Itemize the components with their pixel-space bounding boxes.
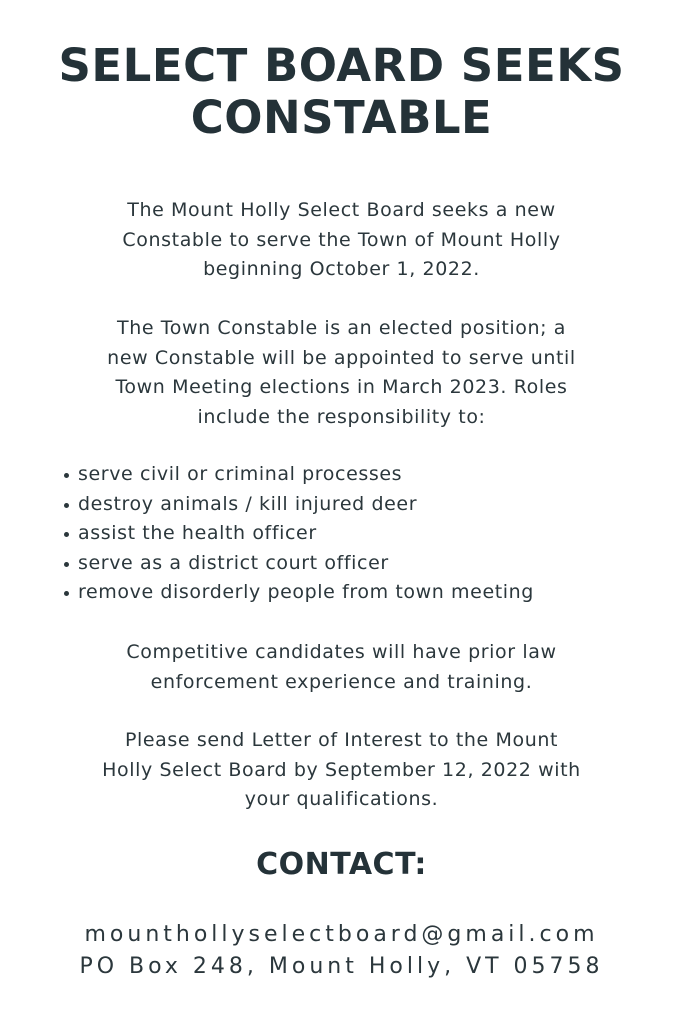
candidates-paragraph: [0, 638, 683, 697]
apply-paragraph: [0, 726, 683, 815]
position-line: The Town Constable is an elected position; a: [116, 317, 567, 339]
responsibility-item: serve as a district court officer: [62, 549, 534, 579]
intro-line: beginning October 1, 2022.: [203, 258, 480, 280]
intro-line: Constable to serve the Town of Mount Holly: [122, 228, 561, 251]
apply-line: your qualifications.: [244, 788, 439, 810]
contact-address: PO Box 248, Mount Holly, VT 05758: [79, 954, 604, 979]
responsibility-item: assist the health officer: [62, 519, 534, 549]
position-line: include the responsibility to:: [197, 405, 486, 428]
position-paragraph: [0, 314, 683, 432]
position-line: Town Meeting elections in March 2023. Roles: [115, 376, 568, 398]
candidates-line: enforcement experience and training.: [150, 670, 533, 693]
apply-line: Please send Letter of Interest to the Mount: [124, 729, 559, 751]
contact-heading: CONTACT:: [256, 847, 427, 882]
responsibility-item: serve civil or criminal processes: [62, 460, 534, 490]
intro-paragraph: [0, 196, 683, 285]
intro-line: The Mount Holly Select Board seeks a new: [127, 199, 556, 221]
position-line: new Constable will be appointed to serve until: [107, 346, 576, 369]
responsibility-item: remove disorderly people from town meeting: [62, 578, 534, 608]
title-line-1: SELECT BOARD SEEKS: [58, 39, 625, 92]
responsibility-item: destroy animals / kill injured deer: [62, 490, 534, 520]
responsibilities-list: [62, 460, 534, 608]
candidates-line: Competitive candidates will have prior law: [126, 641, 557, 663]
contact-email: mounthollyselectboard@gmail.com: [84, 922, 599, 947]
title-line-2: CONSTABLE: [190, 91, 493, 144]
page-title: [0, 40, 683, 144]
apply-line: Holly Select Board by September 12, 2022 with: [102, 758, 581, 781]
